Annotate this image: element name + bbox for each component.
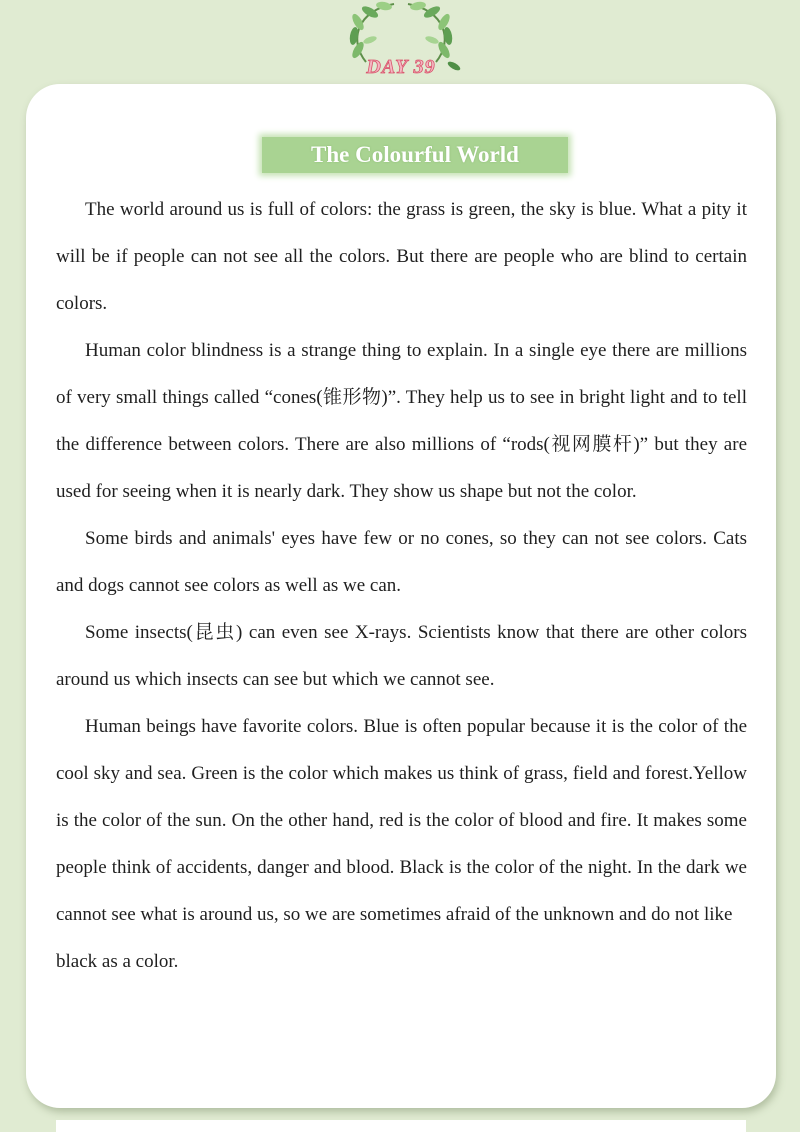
paragraph: Human beings have favorite colors. Blue is often popular because it is the color of the cool sky and sea. Green is the color which makes us think of grass, field and forest.Yellow is the color of the sun. On the other hand, red is the color of blood and fire. It makes some people think of accidents, danger and blood. Black is the color of the night. In the dark we cannot see what is around us, so we are sometimes afraid of the unknown and do not like (56, 716, 747, 925)
paragraph: Human color blindness is a strange thing to explain. In a single eye there are millions of very small things called “cones(锥形物)”. They help us to see in bright light and to tell the difference between colors. There are also millions of “rods(视网膜杆)” but they are used for seeing when it is nearly dark. They show us shape but not the color. (56, 340, 747, 502)
paragraph: black as a color. (56, 951, 179, 972)
article-title: The Colourful World (262, 137, 568, 173)
day-badge (336, 0, 466, 84)
paragraph: Some birds and animals' eyes have few or no cones, so they can not see colors. Cats and dogs cannot see colors as well as we can. (56, 528, 747, 596)
paragraph: Some insects(昆虫) can even see X-rays. Scientists know that there are other colors around us which insects can see but which we cannot see. (56, 622, 747, 690)
day-label: DAY 39 (366, 56, 436, 78)
paragraph: The world around us is full of colors: the grass is green, the sky is blue. What a pity it will be if people can not see all the colors. But there are people who are blind to certain colors. (56, 199, 747, 314)
article-body (56, 186, 747, 985)
bottom-strip (56, 1120, 746, 1132)
